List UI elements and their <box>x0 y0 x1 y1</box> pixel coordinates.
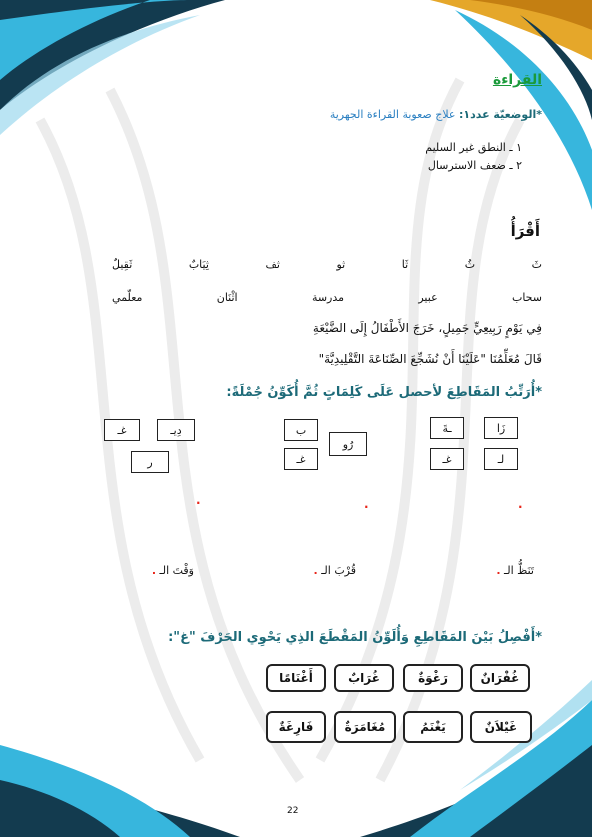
fill-blank-3 <box>152 564 194 577</box>
syllable-box[interactable]: رُو <box>329 432 367 456</box>
letter-item: ثُ <box>464 258 476 271</box>
syllable-box[interactable]: دِيـ <box>157 419 195 441</box>
situation-text: علاج صعوبة القراءة الجهرية <box>329 108 456 121</box>
syllable-box[interactable]: ـةَ <box>430 417 464 439</box>
syllable-box[interactable]: ر <box>131 451 169 473</box>
answer-blank-dot: . <box>196 493 201 507</box>
situation-label: *الوضعيّة عدد١: <box>458 108 542 121</box>
letter-item: ثف <box>265 258 280 271</box>
fill-blank-dot: . <box>151 564 156 577</box>
page-number: 22 <box>287 806 299 816</box>
word-pill[interactable]: غُرَابٌ <box>334 664 394 692</box>
letters-row <box>112 258 542 271</box>
word-item: ثِيَابٌ <box>188 258 209 271</box>
fill-blank-text: وَقْتَ الـ <box>159 564 194 577</box>
word-pill[interactable]: فَارِغَةٌ <box>266 711 326 743</box>
syllable-box[interactable]: ب <box>284 419 318 441</box>
word-item: ثَقِيلٌ <box>112 258 133 271</box>
answer-blank-dot: . <box>364 497 369 511</box>
word-item: اثْنَان <box>216 291 238 304</box>
fill-blank-1 <box>496 564 534 577</box>
word-pill[interactable]: رَغْوَةٌ <box>403 664 463 692</box>
fill-blank-dot: . <box>496 564 501 577</box>
word-pill[interactable]: أَغْنَامًا <box>266 664 326 692</box>
read-heading: أَقْرَأُ <box>510 222 540 240</box>
sentence-1: فِي يَوْمٍ رَبِيعِيٍّ جَمِيلٍ، خَرَجَ الأَطْفَالُ إِلَى الضَّيْعَةِ <box>312 321 542 335</box>
word-pill[interactable]: غُفْرَانٌ <box>470 664 530 692</box>
situation-line <box>330 108 542 121</box>
answer-blank-dot: . <box>518 497 523 511</box>
syllable-box[interactable]: زَا <box>484 417 518 439</box>
arrange-instruction: *أُرَتِّبُ المَقَاطِعَ لأحصل عَلَى كَلِمَاتٍ ثُمَّ أُكَوِّنُ جُمْلَةً: <box>226 385 542 400</box>
letter-item: ثو <box>336 258 346 271</box>
words-row <box>112 291 542 304</box>
fill-blank-2 <box>314 564 357 577</box>
syllable-box[interactable]: غـ <box>430 448 464 470</box>
fill-blank-dot: . <box>313 564 318 577</box>
letter-item: ثَا <box>401 258 409 271</box>
word-item: مدرسة <box>311 291 345 304</box>
word-pill[interactable]: غَيْلاَنٌ <box>470 711 532 743</box>
syllable-box[interactable]: غـ <box>284 448 318 470</box>
syllable-box[interactable]: غـ <box>104 419 140 441</box>
problem-item-2: ٢ ـ ضعف الاسترسال <box>427 159 522 172</box>
word-item: عبير <box>418 291 438 304</box>
problem-item-1: ١ ـ النطق غير السليم <box>425 141 522 154</box>
fill-blank-text: قُرْبَ الـ <box>321 564 356 577</box>
word-item: معلّمي <box>112 291 143 304</box>
word-item: سحاب <box>511 291 542 304</box>
letter-item: ثَ <box>531 258 542 271</box>
syllable-box[interactable]: لـ <box>484 448 518 470</box>
fill-blank-text: تَنَظُّ الـ <box>504 564 534 577</box>
section-title: القراءة <box>492 72 542 88</box>
separate-instruction: *أَفْصِلُ بَيْنَ المَقَاطِعِ وَأُلَوِّنُ المَقْطَعَ الذِي يَحْوِي الحَرْفَ "غ": <box>168 630 542 645</box>
word-pill[interactable]: يَغْنَمُ <box>403 711 463 743</box>
word-pill[interactable]: مُغَامَرَةٌ <box>334 711 396 743</box>
sentence-2: قَالَ مُعَلِّمُنَا "عَلَيْنَا أَنْ نُشَجِّعَ الصِّنَاعَةَ التَّقْلِيدِيَّةَ" <box>318 352 542 366</box>
